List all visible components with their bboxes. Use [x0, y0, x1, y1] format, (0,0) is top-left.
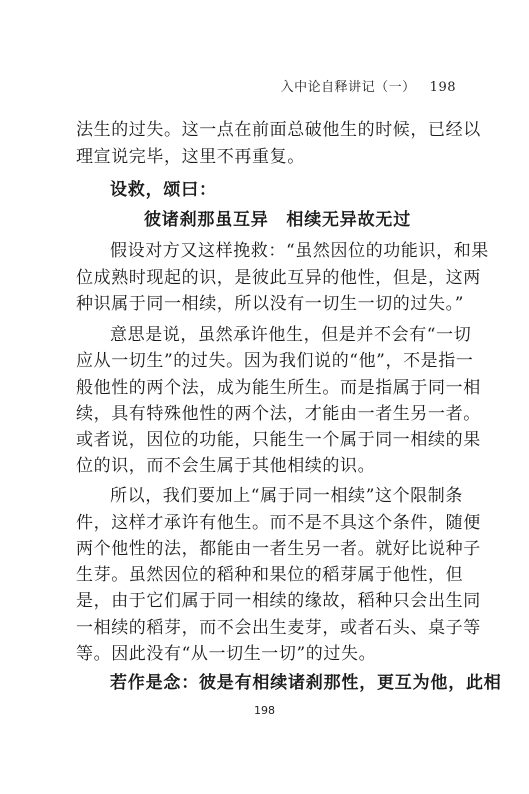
text-line: 位成熟时现起的识，是彼此互异的他性，但是，这两: [76, 268, 481, 288]
page-header: [281, 76, 456, 95]
text-line-bold: 若作是念：彼是有相续诸刹那性，更互为他，此相: [110, 673, 502, 693]
text-line: 件，这样才承许有他生。而不是不具这个条件，随便: [76, 513, 481, 533]
text-line: 意思是说，虽然承许他生，但是并不会有“一切: [110, 325, 472, 345]
text-line: 种识属于同一相续，所以没有一切生一切的过失。”: [76, 294, 464, 314]
text-line: 两个他性的法，都能由一者生另一者。就好比说种子: [76, 539, 481, 559]
text-line: 是，由于它们属于同一相续的缘故，稻种只会出生同: [76, 591, 481, 611]
text-line: 或者说，因位的功能，只能生一个属于同一相续的果: [76, 430, 481, 450]
text-line: 法生的过失。这一点在前面总破他生的时候，已经以: [76, 120, 481, 140]
text-line: 假设对方又这样挽救：“虽然因位的功能识，和果: [110, 241, 489, 261]
text-line: 生芽。虽然因位的稻种和果位的稻芽属于他性，但: [76, 565, 464, 585]
text-line: 所以，我们要加上“属于同一相续”这个限制条: [110, 486, 463, 506]
footer-page-number: 198: [254, 704, 275, 717]
text-line: 等。因此没有“从一切生一切”的过失。: [76, 644, 377, 664]
verse-line: 彼诸刹那虽互异 相续无异故无过: [144, 210, 411, 230]
text-line: 理宣说完毕，这里不再重复。: [76, 147, 305, 167]
text-line: 一相续的稻芽，而不会出生麦芽，或者石头、桌子等: [76, 618, 481, 638]
page-footer: [0, 704, 529, 717]
text-line: 般他性的两个法，成为能生所生。而是指属于同一相: [76, 378, 481, 398]
header-page-number: 198: [429, 80, 456, 95]
section-label: 设救，颂曰：: [110, 180, 217, 200]
text-line: 应从一切生”的过失。因为我们说的“他”，不是指一: [76, 351, 474, 371]
text-line: 位的识，而不会生属于其他相续的识。: [76, 456, 376, 476]
text-line: 续，具有特殊他性的两个法，才能由一者生另一者。: [76, 404, 481, 424]
running-title: 入中论自释讲记（一）: [280, 80, 416, 95]
